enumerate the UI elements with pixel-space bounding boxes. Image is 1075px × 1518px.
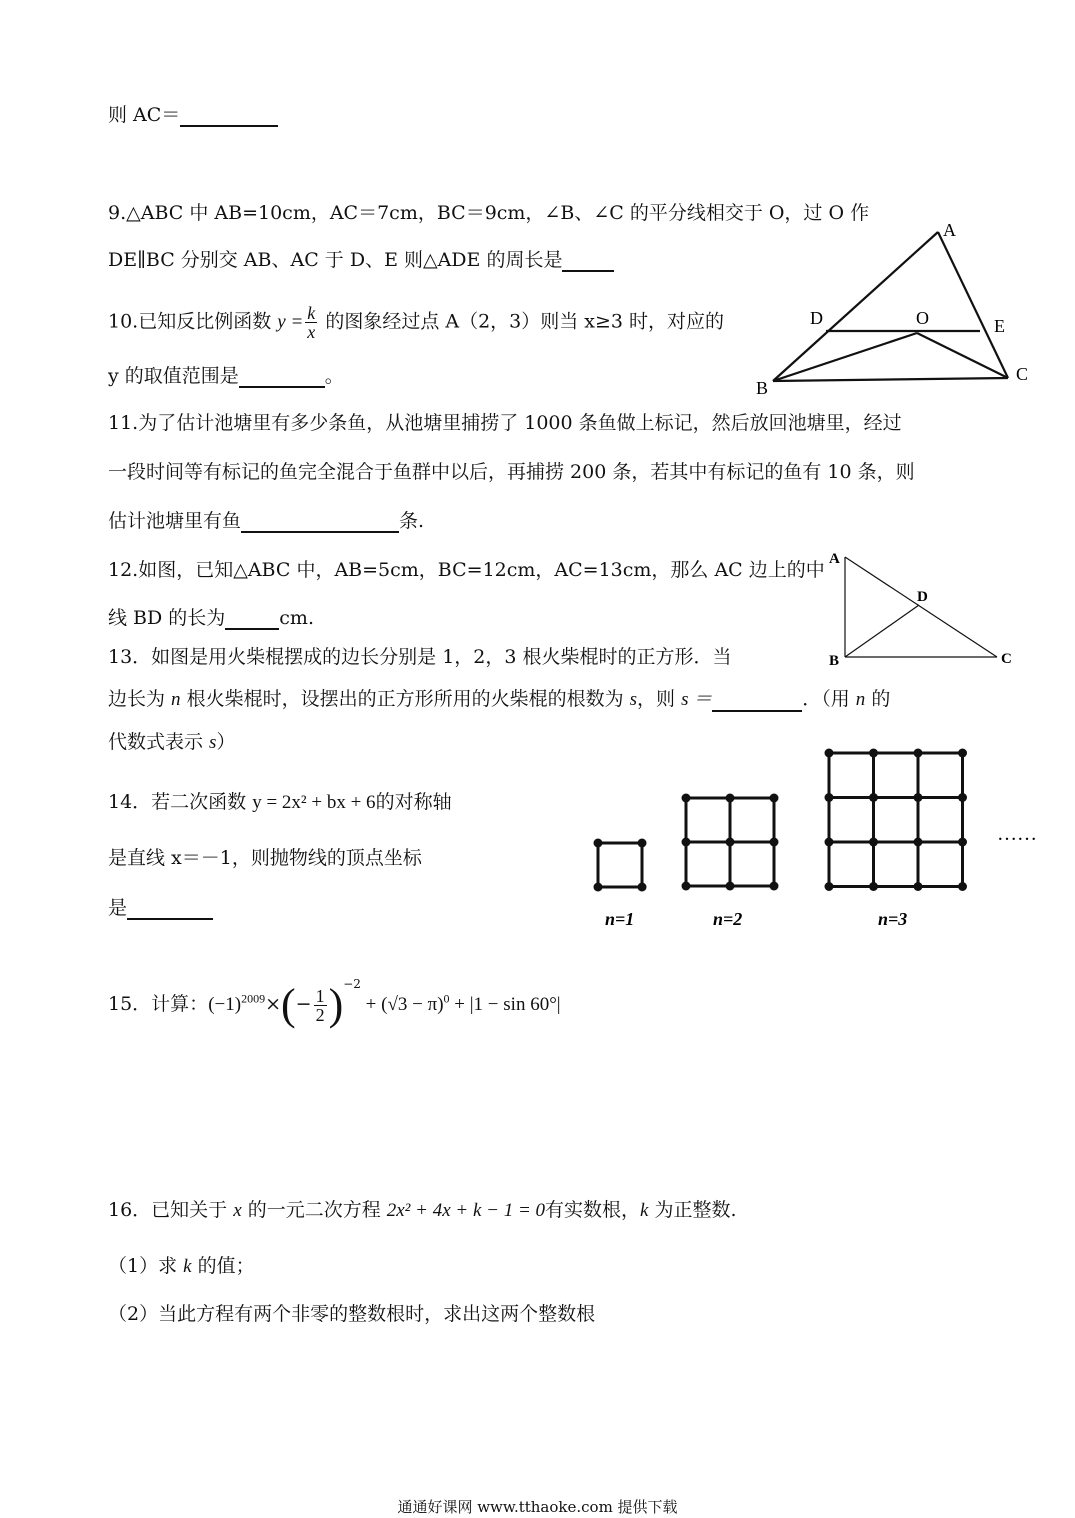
q13-line3-text: 代数式表示 <box>108 731 210 753</box>
label-a: A <box>943 220 956 240</box>
q9-answer-blank <box>562 250 614 272</box>
bisector-bo <box>773 333 917 381</box>
q13-var-n: n <box>171 689 181 710</box>
matchstick-node <box>594 839 603 848</box>
matchstick-node <box>726 882 735 891</box>
q8-line <box>108 103 278 127</box>
q16-line1 <box>108 1198 737 1223</box>
matchstick-node <box>770 838 779 847</box>
matchstick-node <box>914 793 923 802</box>
q13-line2c: ，则 <box>637 688 682 710</box>
q10-frac-den: x <box>307 322 316 342</box>
q13-line2d: ．（用 <box>802 688 856 710</box>
q15-prefix: 15．计算： <box>108 993 209 1015</box>
square-grid-n1 <box>594 839 647 892</box>
q11-line2: 一段时间等有标记的鱼完全混合于鱼群中以后，再捕捞 200 条，若其中有标记的鱼有 10 条，则 <box>108 461 915 483</box>
matchstick-node <box>914 749 923 758</box>
q11-line1: 11.为了估计池塘里有多少条鱼，从池塘里捕捞了 1000 条鱼做上标记，然后放回池塘里，经过 <box>108 412 902 434</box>
q12-answer-blank <box>225 608 279 630</box>
matchstick-node <box>682 882 691 891</box>
matchstick-node <box>869 749 878 758</box>
q9-line1: 9.△ABC 中 AB=10cm，AC＝7cm，BC＝9cm，∠B、∠C 的平分线相交于 O，过 O 作 <box>108 202 870 224</box>
matchstick-node <box>825 793 834 802</box>
side-ab <box>773 232 938 381</box>
label-d: D <box>810 308 823 328</box>
q16-sub2: （2）当此方程有两个非零的整数根时，求出这两个整数根 <box>108 1303 596 1325</box>
label-e: E <box>994 316 1005 336</box>
q12-line2-text: 线 BD 的长为 <box>108 607 226 629</box>
q13-line1: 13．如图是用火柴棍摆成的边长分别是 1，2，3 根火柴棍时的正方形．当 <box>108 646 732 668</box>
matchstick-node <box>594 883 603 892</box>
side-ac <box>938 232 1008 378</box>
q15-fraction <box>314 987 327 1024</box>
matchstick-node <box>770 794 779 803</box>
q15-term1 <box>208 991 266 1015</box>
q10-func-lhs: y = <box>277 311 304 333</box>
q10-line2-text: y 的取值范围是 <box>108 365 239 387</box>
q15-neg: − <box>295 993 312 1015</box>
q15-frac-den: 2 <box>315 1004 325 1025</box>
side-bc <box>773 378 1008 381</box>
q15-right-paren: ) <box>328 980 344 1029</box>
matchstick-node <box>869 838 878 847</box>
matchstick-node <box>914 882 923 891</box>
footer: 通通好课网 www.tthaoke.com 提供下载 <box>397 1498 678 1516</box>
q10-line1 <box>108 304 724 341</box>
matchstick-node <box>682 794 691 803</box>
q11-answer-blank <box>241 511 399 533</box>
q11-line3 <box>108 509 424 533</box>
q14-line3-text: 是 <box>108 897 128 919</box>
q14-suffix: 的对称轴 <box>375 791 452 813</box>
square-grid-n3 <box>825 749 968 892</box>
q13-answer-blank <box>712 690 802 712</box>
label-c: C <box>1001 651 1012 667</box>
q15-term3 <box>360 991 450 1015</box>
q14-prefix: 14．若二次函数 <box>108 791 253 813</box>
matchstick-node <box>770 882 779 891</box>
q13-line2 <box>108 687 890 712</box>
label-b: B <box>756 378 769 398</box>
q14-formula: y = 2x² + bx + 6 <box>252 792 376 813</box>
square-grid-n2 <box>682 794 779 891</box>
q15-t1-exp: 2009 <box>241 991 266 1006</box>
q15-t1: (−1) <box>208 994 242 1015</box>
q13-line2e: 的 <box>865 688 891 710</box>
label-o: O <box>916 308 929 328</box>
q10-end: 。 <box>324 365 344 387</box>
q10-line2 <box>108 364 344 388</box>
q16-mid2: 有实数根， <box>545 1199 641 1221</box>
matchstick-node <box>825 882 834 891</box>
q14-line3 <box>108 896 213 920</box>
q8-answer-blank <box>180 105 278 127</box>
q14-answer-blank <box>127 898 213 920</box>
q10-fraction <box>305 304 317 341</box>
q9-line2-text: DE∥BC 分别交 AB、AC 于 D、E 则△ADE 的周长是 <box>108 249 563 271</box>
q13-var-s-2: s <box>209 732 217 753</box>
q15-times: × <box>265 993 281 1015</box>
q12-unit: cm. <box>279 607 314 629</box>
q10-prefix: 10.已知反比例函数 <box>108 310 278 333</box>
q16-sub1b: 的值； <box>191 1255 255 1277</box>
q16-prefix: 16．已知关于 <box>108 1199 234 1221</box>
q13-var-n-2: n <box>855 689 866 710</box>
label-n1: n=1 <box>605 909 635 929</box>
bisector-co <box>917 333 1008 378</box>
q16-mid: 的一元二次方程 <box>241 1199 387 1221</box>
right-triangle-figure <box>825 545 1025 675</box>
q9-line2 <box>108 248 614 272</box>
label-a: A <box>829 551 840 567</box>
label-n2: n=2 <box>713 909 743 929</box>
q10-mid: 的图象经过点 A（2，3）则当 x≥3 时，对应的 <box>319 310 725 333</box>
q8-label: 则 AC＝ <box>108 104 181 126</box>
q16-equation: 2x² + 4x + k − 1 = 0 <box>386 1200 546 1221</box>
matchstick-node <box>869 793 878 802</box>
label-n3: n=3 <box>878 909 908 929</box>
q13-s-eq: s ＝ <box>681 689 713 710</box>
matchstick-node <box>869 882 878 891</box>
q15-left-paren: ( <box>280 980 296 1029</box>
q15-t3: + (√3 − π) <box>360 994 444 1015</box>
q15-line <box>108 960 561 1029</box>
q15-term4: + |1 − sin 60°| <box>449 994 561 1015</box>
q14-line1 <box>108 790 452 815</box>
q12-line1: 12.如图，已知△ABC 中，AB=5cm，BC=12cm，AC=13cm，那么 AC 边上的中 <box>108 559 825 581</box>
triangle-ade-figure <box>750 218 1040 398</box>
q16-var-k-2: k <box>183 1256 192 1277</box>
q10-answer-blank <box>239 366 325 388</box>
label-d: D <box>917 589 928 605</box>
matchstick-node <box>914 838 923 847</box>
matchstick-node <box>958 749 967 758</box>
matchstick-node <box>958 882 967 891</box>
matchstick-node <box>958 838 967 847</box>
q15-t3-exp: 0 <box>443 991 450 1006</box>
q16-var-x: x <box>233 1200 242 1221</box>
q13-line2a: 边长为 <box>108 688 172 710</box>
q16-end: 为正整数. <box>648 1199 737 1221</box>
matchstick-node <box>682 838 691 847</box>
q10-frac-num: k <box>307 303 316 323</box>
q13-line3-end: ） <box>216 731 236 753</box>
q14-line2: 是直线 x＝－1，则抛物线的顶点坐标 <box>108 847 422 869</box>
matchstick-node <box>638 883 647 892</box>
q11-line3-text: 估计池塘里有鱼 <box>108 510 242 532</box>
q15-frac-num: 1 <box>315 985 325 1006</box>
matchstick-squares-figure <box>585 745 1055 940</box>
matchstick-node <box>958 793 967 802</box>
median-bd <box>845 605 919 657</box>
matchstick-node <box>726 838 735 847</box>
matchstick-node <box>638 839 647 848</box>
q16-sub1 <box>108 1254 255 1279</box>
matchstick-node <box>825 838 834 847</box>
q11-line3-end: 条. <box>399 510 425 532</box>
q13-line2b: 根火柴棍时，设摆出的正方形所用的火柴棍的根数为 <box>180 688 630 710</box>
q16-var-k: k <box>640 1200 649 1221</box>
ellipsis: …… <box>997 823 1037 845</box>
q13-line3 <box>108 730 235 755</box>
label-b: B <box>829 653 840 669</box>
label-c: C <box>1016 364 1029 384</box>
q12-line2 <box>108 606 314 630</box>
matchstick-node <box>726 794 735 803</box>
matchstick-node <box>825 749 834 758</box>
q15-t2-exp: −2 <box>343 977 361 991</box>
q13-var-s: s <box>629 689 638 710</box>
side-ac <box>845 557 997 657</box>
q16-sub1a: （1）求 <box>108 1255 184 1277</box>
